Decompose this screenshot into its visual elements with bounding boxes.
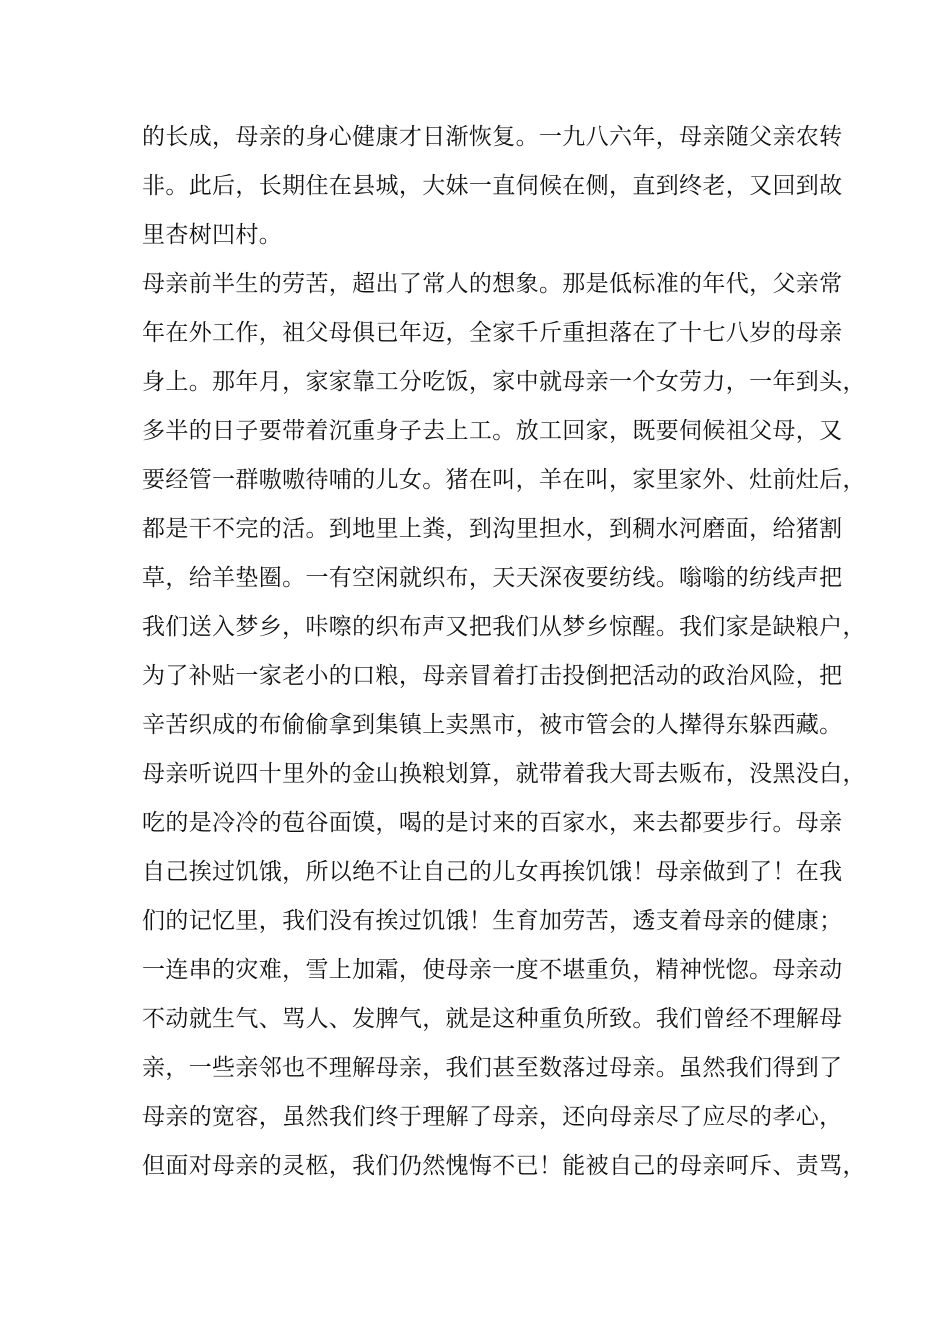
text-line: 亲，一些亲邻也不理解母亲，我们甚至数落过母亲。虽然我们得到了 [142,1055,843,1081]
text-line: 要经管一群嗷嗷待哺的儿女。猪在叫，羊在叫，家里家外、灶前灶后， [142,467,866,493]
text-line: 为了补贴一家老小的口粮，母亲冒着打击投倒把活动的政治风险，把 [142,663,843,689]
text-line: 非。此后，长期住在县城，大妹一直伺候在侧，直到终老，又回到故 [142,173,843,199]
text-line: 们的记忆里，我们没有挨过饥饿！生育加劳苦，透支着母亲的健康； [142,908,843,934]
text-line: 多半的日子要带着沉重身子去上工。放工回家，既要伺候祖父母，又 [142,418,843,444]
text-line: 草，给羊垫圈。一有空闲就织布，天天深夜要纺线。嗡嗡的纺线声把 [142,565,843,591]
text-line: 里杏树凹村。 [142,222,283,248]
text-line: 辛苦织成的布偷偷拿到集镇上卖黑市，被市管会的人撵得东躲西藏。 [142,712,843,738]
text-line: 的长成，母亲的身心健康才日渐恢复。一九八六年，母亲随父亲农转 [142,124,843,150]
text-line: 母亲的宽容，虽然我们终于理解了母亲，还向母亲尽了应尽的孝心， [142,1104,843,1130]
text-line: 我们送入梦乡，咔嚓的织布声又把我们从梦乡惊醒。我们家是缺粮户， [142,614,866,640]
text-line: 但面对母亲的灵柩，我们仍然愧悔不已！能被自己的母亲呵斥、责骂， [142,1153,866,1179]
text-line: 身上。那年月，家家靠工分吃饭，家中就母亲一个女劳力，一年到头， [142,369,866,395]
text-line: 不动就生气、骂人、发脾气，就是这种重负所致。我们曾经不理解母 [142,1006,843,1032]
text-line: 年在外工作，祖父母俱已年迈，全家千斤重担落在了十七八岁的母亲 [142,320,843,346]
text-line: 母亲听说四十里外的金山换粮划算，就带着我大哥去贩布，没黑没白， [142,761,866,787]
text-line: 吃的是冷冷的苞谷面馍，喝的是讨来的百家水，来去都要步行。母亲 [142,810,843,836]
text-line: 自己挨过饥饿，所以绝不让自己的儿女再挨饥饿！母亲做到了！在我 [142,859,843,885]
text-line: 一连串的灾难，雪上加霜，使母亲一度不堪重负，精神恍惚。母亲动 [142,957,843,983]
body-text [142,113,866,1191]
text-line: 都是干不完的活。到地里上粪，到沟里担水，到稠水河磨面，给猪割 [142,516,843,542]
text-line: 母亲前半生的劳苦，超出了常人的想象。那是低标准的年代，父亲常 [142,271,843,297]
